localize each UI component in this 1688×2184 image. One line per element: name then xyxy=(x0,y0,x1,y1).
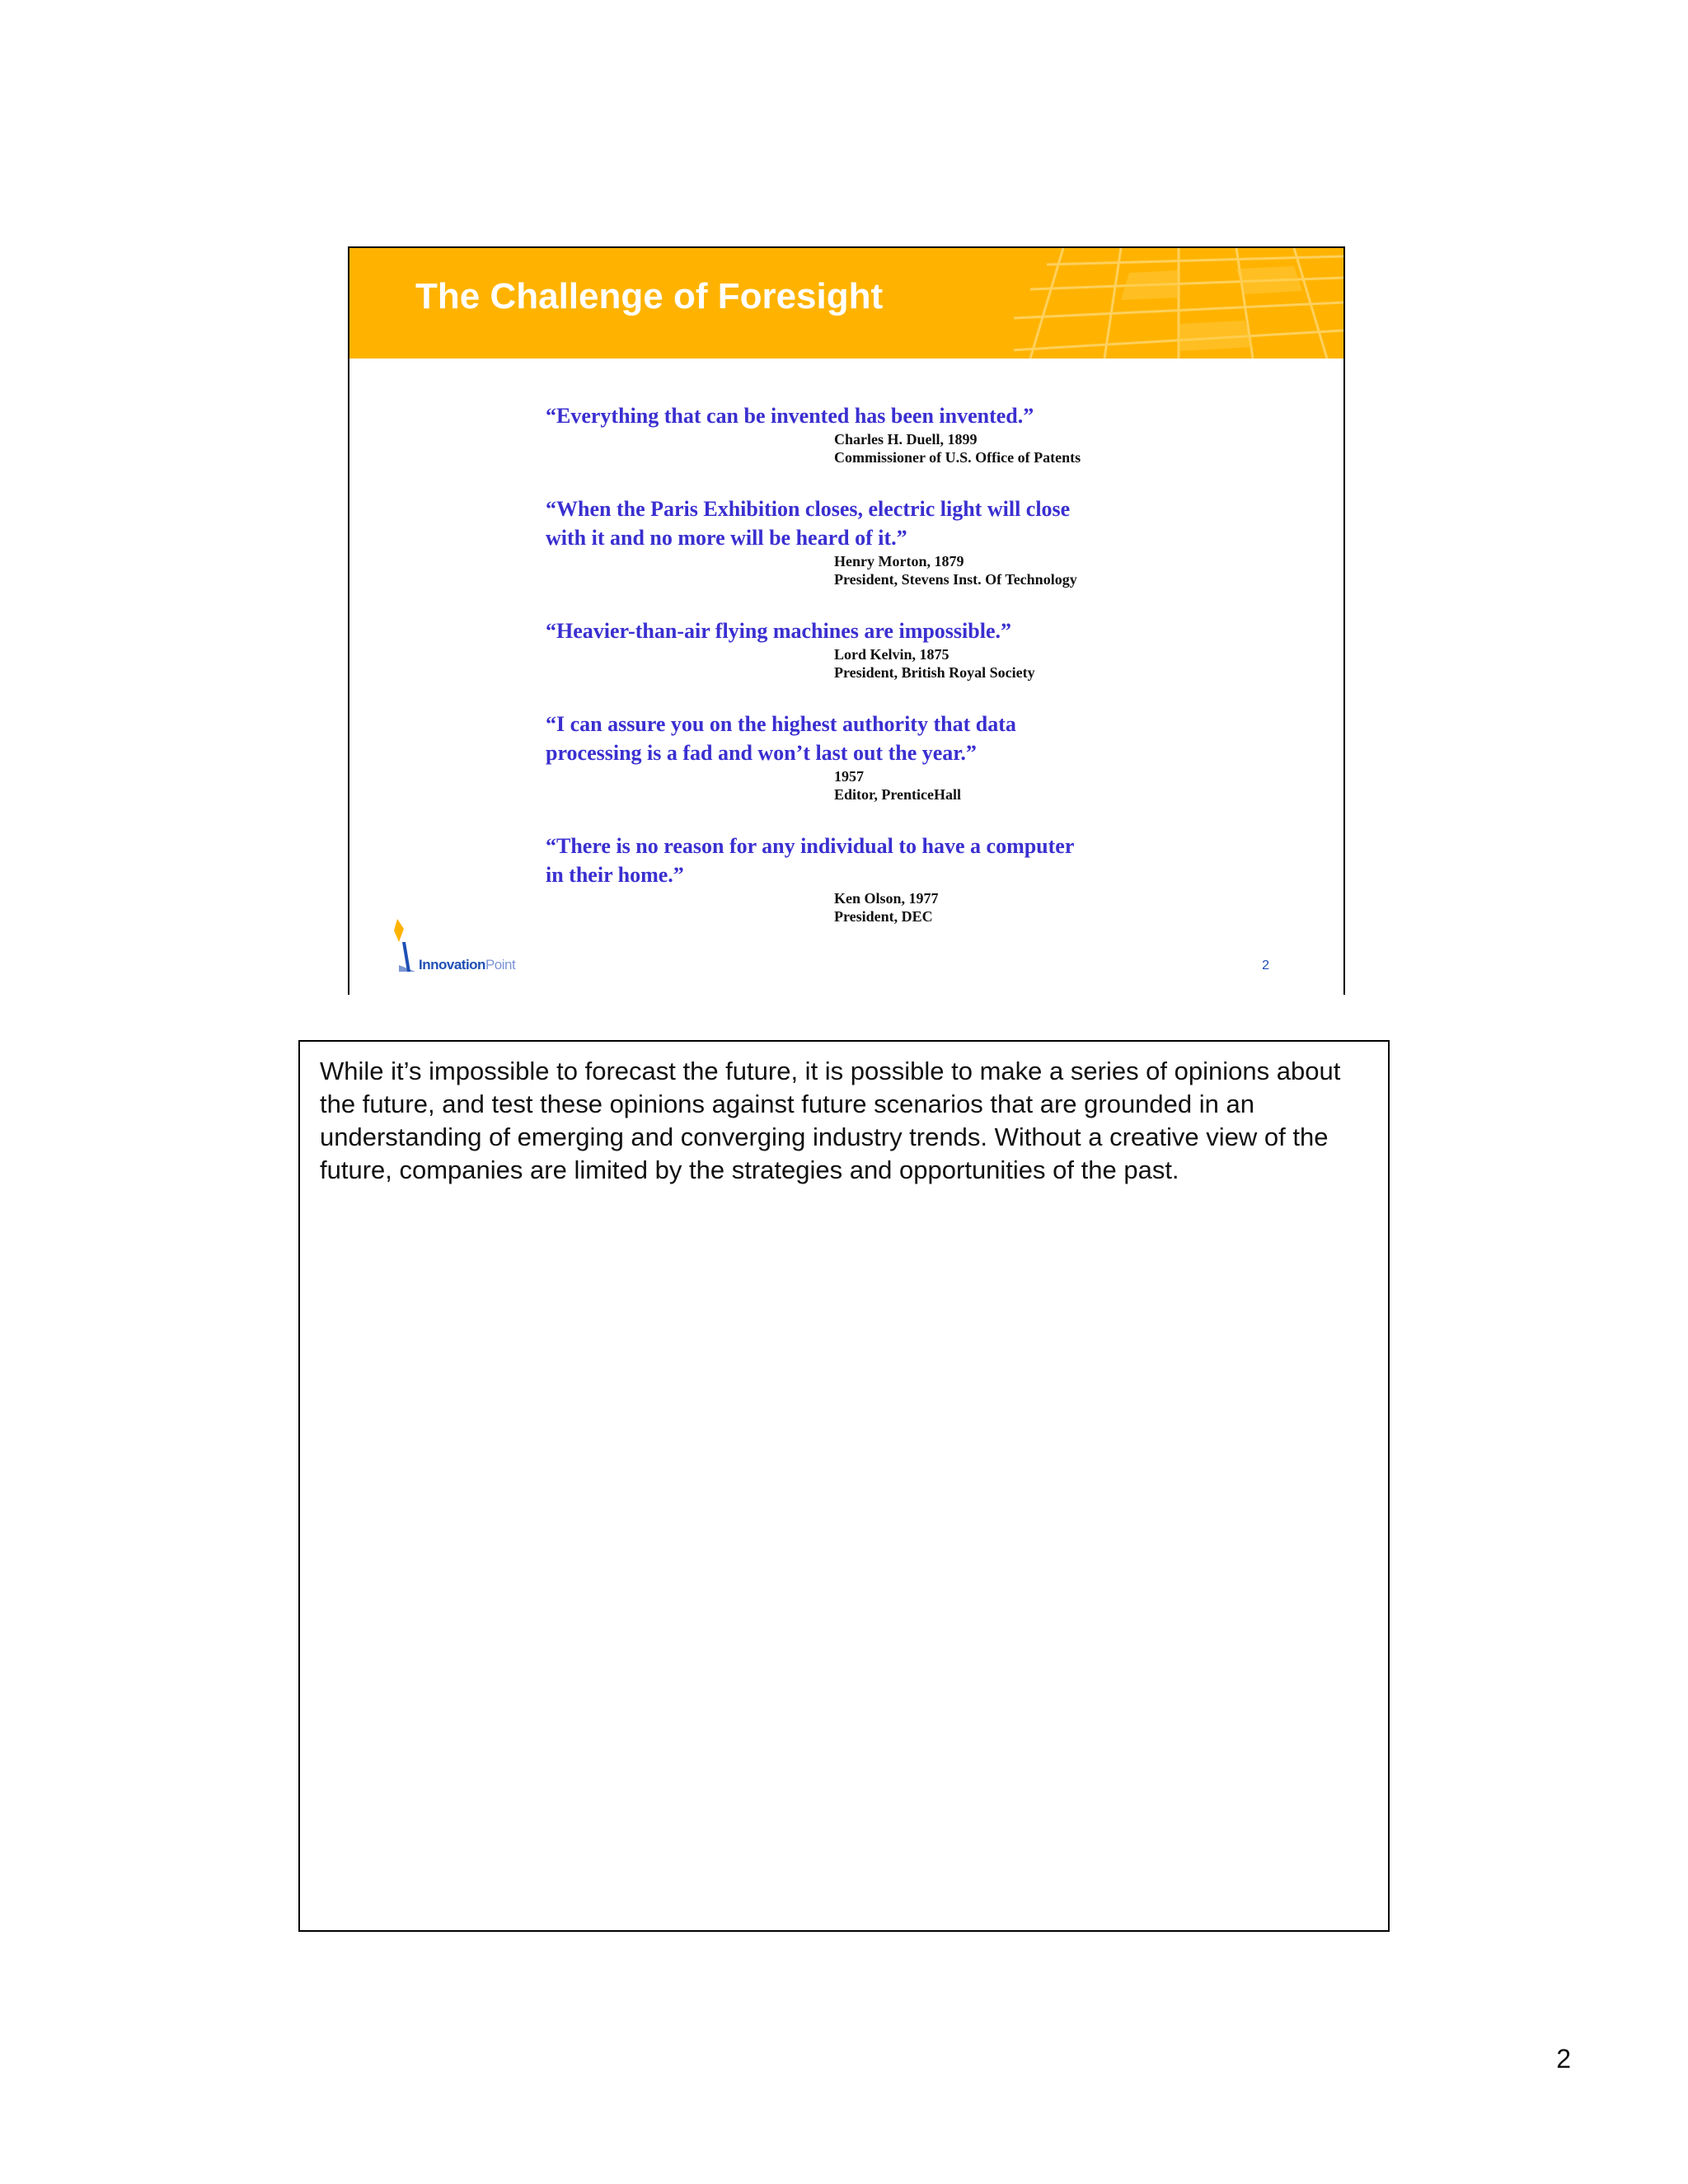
quote-attribution xyxy=(834,767,1172,804)
attribution-name: Lord Kelvin, 1875 xyxy=(834,646,950,663)
quote-item xyxy=(546,710,1172,804)
attribution-role: Editor, PrenticeHall xyxy=(834,786,961,803)
attribution-name: Henry Morton, 1879 xyxy=(834,553,964,569)
innovationpoint-logo xyxy=(391,917,556,975)
quote-text: “There is no reason for any individual to have a computer in their home.” xyxy=(546,834,1075,887)
quote-text: “When the Paris Exhibition closes, electric light will close with it and no more will be heard of it.” xyxy=(546,497,1071,550)
slide-number: 2 xyxy=(1262,958,1269,972)
quote-attribution xyxy=(834,552,1172,588)
quote-text: “Heavier-than-air flying machines are impossible.” xyxy=(546,619,1011,643)
speaker-notes-box xyxy=(298,1040,1390,1932)
quote-text: “I can assure you on the highest authority that data processing is a fad and won’t last out the year.” xyxy=(546,712,1016,765)
quote-item xyxy=(546,401,1172,466)
slide xyxy=(348,246,1345,995)
quote-text: “Everything that can be invented has been invented.” xyxy=(546,404,1034,428)
page-number: 2 xyxy=(1556,2044,1571,2074)
logo-bold: Innovation xyxy=(419,957,485,972)
quote-item xyxy=(546,832,1172,926)
attribution-role: President, British Royal Society xyxy=(834,664,1035,681)
slide-title: The Challenge of Foresight xyxy=(415,276,884,316)
quote-attribution xyxy=(834,889,1172,926)
quote-item xyxy=(546,494,1172,588)
attribution-role: Commissioner of U.S. Office of Patents xyxy=(834,449,1081,466)
logo-light: Point xyxy=(485,957,516,972)
logo-wordmark xyxy=(419,957,515,973)
attribution-name: Charles H. Duell, 1899 xyxy=(834,431,978,448)
header-grid-decoration xyxy=(1014,248,1343,359)
slide-header xyxy=(349,248,1343,359)
attribution-role: President, Stevens Inst. Of Technology xyxy=(834,571,1077,588)
quote-attribution xyxy=(834,430,1172,466)
attribution-role: President, DEC xyxy=(834,908,933,925)
quote-list xyxy=(546,401,1172,954)
notes-text: While it’s impossible to forecast the future, it is possible to make a series of opinions about the future, and test these opinions against future scenarios that are grounded in an understanding of emerging and converging industry trends. Without a creative view of the future, companies are limited by the strategies and opportunities of the past. xyxy=(320,1057,1341,1184)
attribution-name: 1957 xyxy=(834,768,864,785)
attribution-name: Ken Olson, 1977 xyxy=(834,890,939,907)
quote-item xyxy=(546,616,1172,682)
quote-attribution xyxy=(834,645,1172,682)
